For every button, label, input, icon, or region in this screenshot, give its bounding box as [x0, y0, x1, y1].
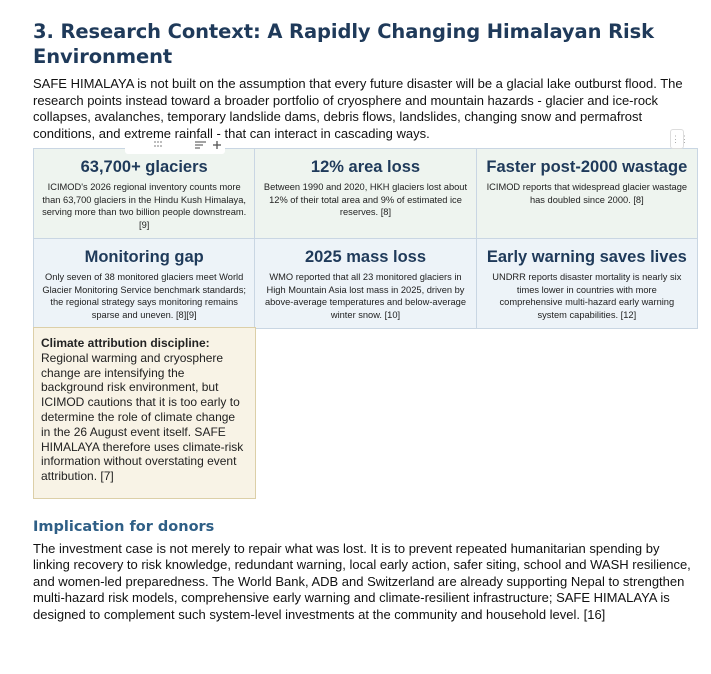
card-title: Faster post-2000 wastage — [486, 158, 688, 176]
stat-card[interactable] — [476, 149, 697, 239]
stat-card[interactable] — [476, 239, 697, 329]
table-block-toolbar[interactable] — [125, 140, 225, 154]
card-title: Early warning saves lives — [486, 248, 687, 266]
card-body: ICIMOD reports that widespread glacier wastage has doubled since 2000. [8] — [486, 182, 688, 205]
card-title: 2025 mass loss — [304, 248, 427, 266]
card-title: Monitoring gap — [84, 248, 204, 266]
stat-card[interactable] — [255, 239, 476, 329]
align-icon[interactable] — [195, 140, 206, 155]
stat-card[interactable] — [34, 239, 255, 329]
table-row — [34, 149, 698, 239]
card-title: 63,700+ glaciers — [80, 158, 208, 176]
stat-card[interactable] — [34, 149, 255, 239]
callout-body: Regional warming and cryosphere change are intensifying the background risk environment, but ICIMOD cautions that it is too early to determine the role of climate change in the 26 August event itself. SAFE HIMALAYA therefore uses climate-risk information without overstating event attribution. [7] — [41, 350, 244, 484]
intro-paragraph: SAFE HIMALAYA is not built on the assumption that every future disaster will be a glacial lake outburst flood. The research points instead toward a broader portfolio of cryosphere and mountain hazards - glacier and ice-rock collapses, avalanches, temporary landslide dams, debris flows, landslides, changing snow and permafrost conditions, and extreme rainfall - that can interact in cascading ways. — [33, 76, 683, 141]
card-body: UNDRR reports disaster mortality is nearly six times lower in countries with more comprehensive multi-hazard early warning system capabilities. [12] — [492, 272, 682, 320]
card-title: 12% area loss — [310, 158, 421, 176]
implication-paragraph: The investment case is not merely to repair what was lost. It is to prevent repeated humanitarian spending by linking recovery to risk knowledge, redundant warning, local early action, safer siting, school and WASH resilience, and women-led preparedness. The World Bank, ADB and Switzerland are already supporting Nepal to strengthen multi-hazard risk models, comprehensive early warning and climate-resilient infrastructure; SAFE HIMALAYA is designed to complement such system-level investments at the community and household level. [16] — [33, 541, 691, 622]
drag-handle-icon[interactable] — [153, 140, 163, 155]
section-heading: 3. Research Context: A Rapidly Changing Himalayan Risk Environment — [33, 20, 654, 68]
stats-table — [33, 148, 698, 329]
card-body: Only seven of 38 monitored glaciers meet World Glacier Monitoring Service benchmark standards; the regional strategy says monitoring remains sparse and uneven. [8][9] — [42, 272, 246, 320]
climate-attribution-callout — [33, 327, 256, 499]
side-drag-handle-icon[interactable]: ⋮⋮ — [670, 129, 684, 149]
stat-card[interactable] — [255, 149, 476, 239]
add-icon[interactable] — [212, 140, 222, 155]
card-body: ICIMOD's 2026 regional inventory counts more than 63,700 glaciers in the Hindu Kush Himalaya, serving more than two billion people downstream. [9] — [42, 182, 247, 230]
table-row — [34, 239, 698, 329]
card-body: WMO reported that all 23 monitored glaciers in High Mountain Asia lost mass in 2025, driven by above-average temperatures and below-average winter snow. [10] — [264, 272, 467, 320]
implication-heading: Implication for donors — [33, 519, 215, 535]
card-body: Between 1990 and 2020, HKH glaciers lost about 12% of their total area and 9% of estimated ice reserves. [8] — [263, 182, 468, 218]
callout-heading: Climate attribution discipline: — [41, 336, 210, 350]
